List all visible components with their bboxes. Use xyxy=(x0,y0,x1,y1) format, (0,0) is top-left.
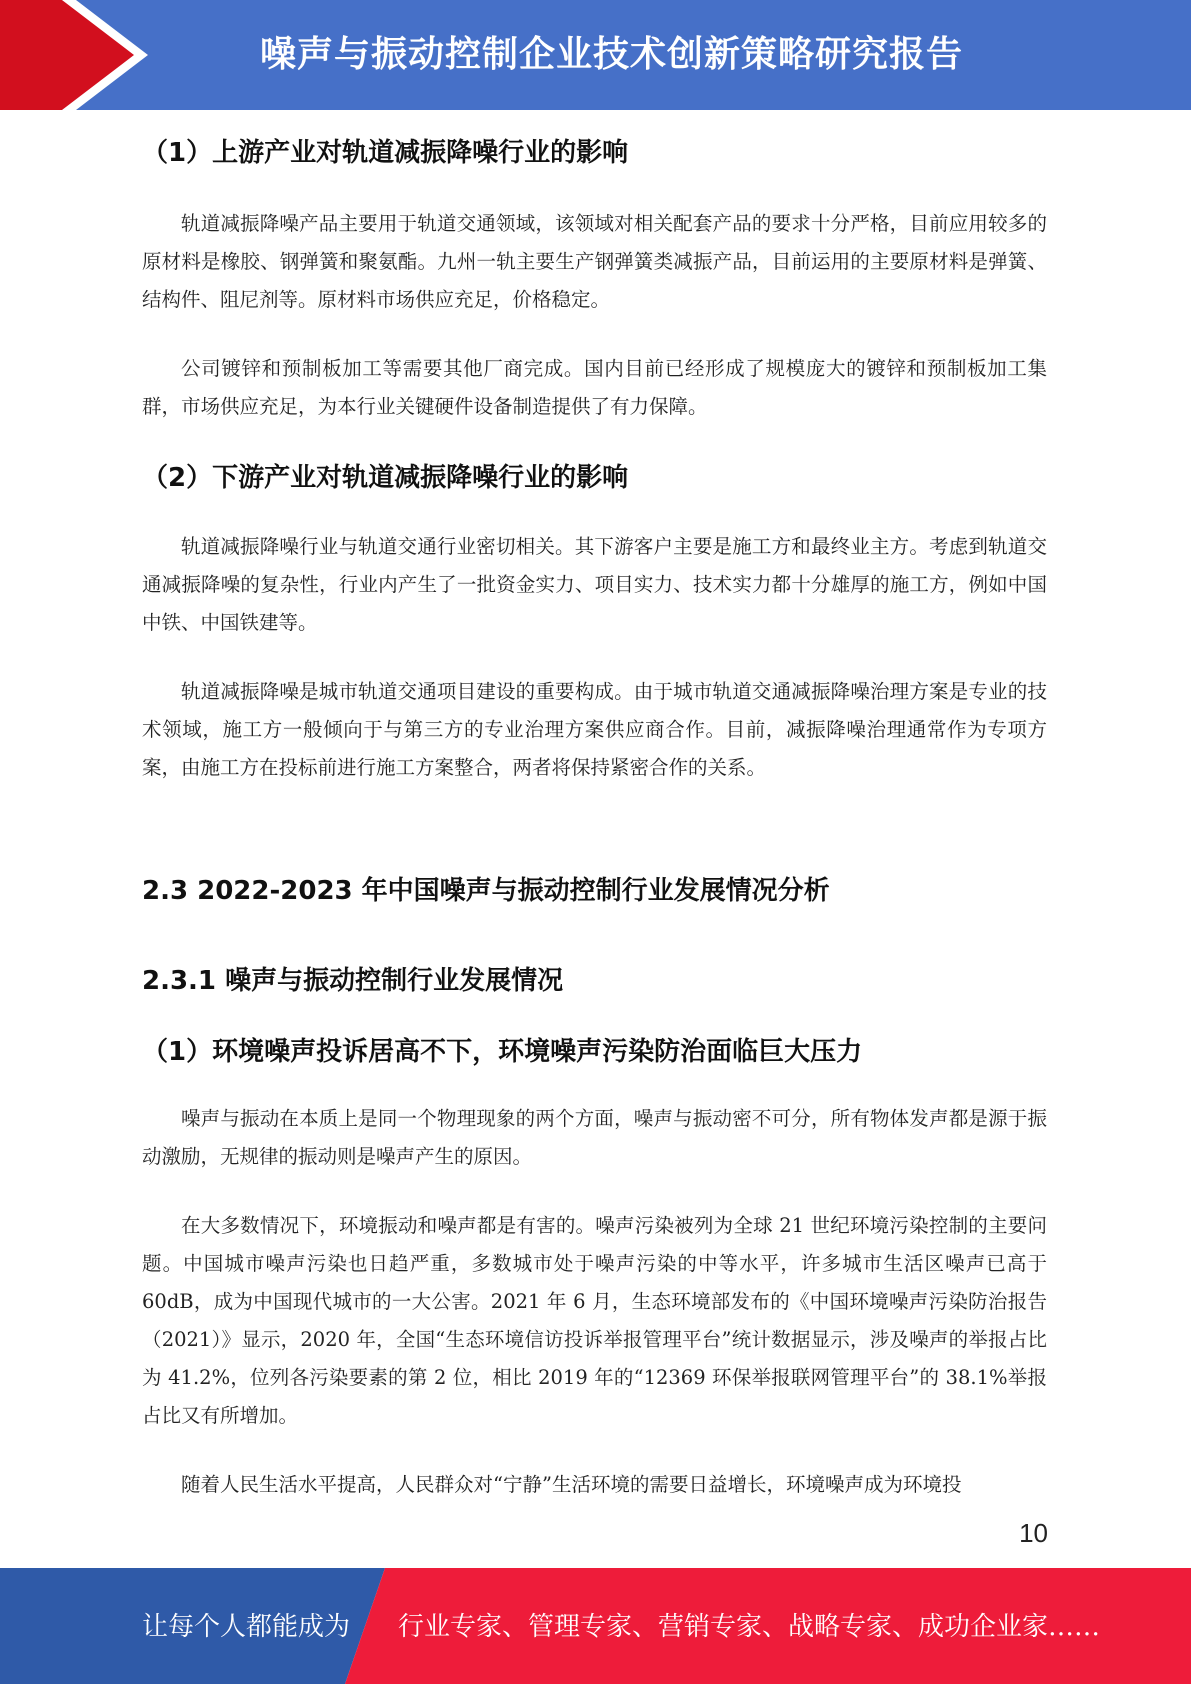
page-number: 10 xyxy=(1019,1518,1048,1548)
footer-slogan-left: 让每个人都能成为 xyxy=(142,1612,351,1642)
downstream-paragraph-1: 轨道减振降噪行业与轨道交通行业密切相关。其下游客户主要是施工方和最终业主方。考虑到轨道交通减振降噪的复杂性，行业内产生了一批资金实力、项目实力、技术实力都十分雄厚的施工方，例如中国中铁、中国铁建等。 xyxy=(142,535,1047,634)
environment-heading: （1）环境噪声投诉居高不下，环境噪声污染防治面临巨大压力 xyxy=(142,1037,863,1067)
upstream-heading: （1）上游产业对轨道减振降噪行业的影响 xyxy=(142,138,629,168)
footer-slogan-right: 行业专家、管理专家、营销专家、战略专家、成功企业家…… xyxy=(398,1612,1101,1642)
environment-paragraph-3: 随着人民生活水平提高，人民群众对“宁静”生活环境的需要日益增长，环境噪声成为环境投 xyxy=(181,1473,962,1496)
document-title: 噪声与振动控制企业技术创新策略研究报告 xyxy=(260,34,964,75)
header-bar xyxy=(0,0,1191,110)
section-heading-2-3: 2.3 2022-2023 年中国噪声与振动控制行业发展情况分析 xyxy=(142,876,830,906)
downstream-heading: （2）下游产业对轨道减振降噪行业的影响 xyxy=(142,463,629,493)
downstream-paragraph-2: 轨道减振降噪是城市轨道交通项目建设的重要构成。由于城市轨道交通减振降噪治理方案是专业的技术领域，施工方一般倾向于与第三方的专业治理方案供应商合作。目前，减振降噪治理通常作为专项方案，由施工方在投标前进行施工方案整合，两者将保持紧密合作的关系。 xyxy=(142,680,1047,779)
section-heading-2-3-1: 2.3.1 噪声与振动控制行业发展情况 xyxy=(142,966,564,996)
upstream-paragraph-1: 轨道减振降噪产品主要用于轨道交通领域，该领域对相关配套产品的要求十分严格，目前应用较多的原材料是橡胶、钢弹簧和聚氨酯。九州一轨主要生产钢弹簧类减振产品，目前运用的主要原材料是弹簧、结构件、阻尼剂等。原材料市场供应充足，价格稳定。 xyxy=(142,212,1047,311)
environment-paragraph-2: 在大多数情况下，环境振动和噪声都是有害的。噪声污染被列为全球 21 世纪环境污染控制的主要问题。中国城市噪声污染也日趋严重，多数城市处于噪声污染的中等水平，许多城市生活区噪声已高于 60dB，成为中国现代城市的一大公害。2021 年 6 月，生态环境部发布的《中国环境噪声污染防治报告（2021）》显示，2020 年，全国“生态环境信访投诉举报管理平台”统计数据显示，涉及噪声的举报占比为 41.2%，位列各污染要素的第 2 位，相比 2019 年的“12369 环保举报联网管理平台”的 38.1%举报占比又有所增加。 xyxy=(142,1214,1047,1427)
environment-paragraph-1: 噪声与振动在本质上是同一个物理现象的两个方面，噪声与振动密不可分，所有物体发声都是源于振动激励，无规律的振动则是噪声产生的原因。 xyxy=(142,1107,1047,1168)
upstream-paragraph-2: 公司镀锌和预制板加工等需要其他厂商完成。国内目前已经形成了规模庞大的镀锌和预制板加工集群，市场供应充足，为本行业关键硬件设备制造提供了有力保障。 xyxy=(142,357,1047,418)
footer-bar xyxy=(0,1568,1191,1684)
